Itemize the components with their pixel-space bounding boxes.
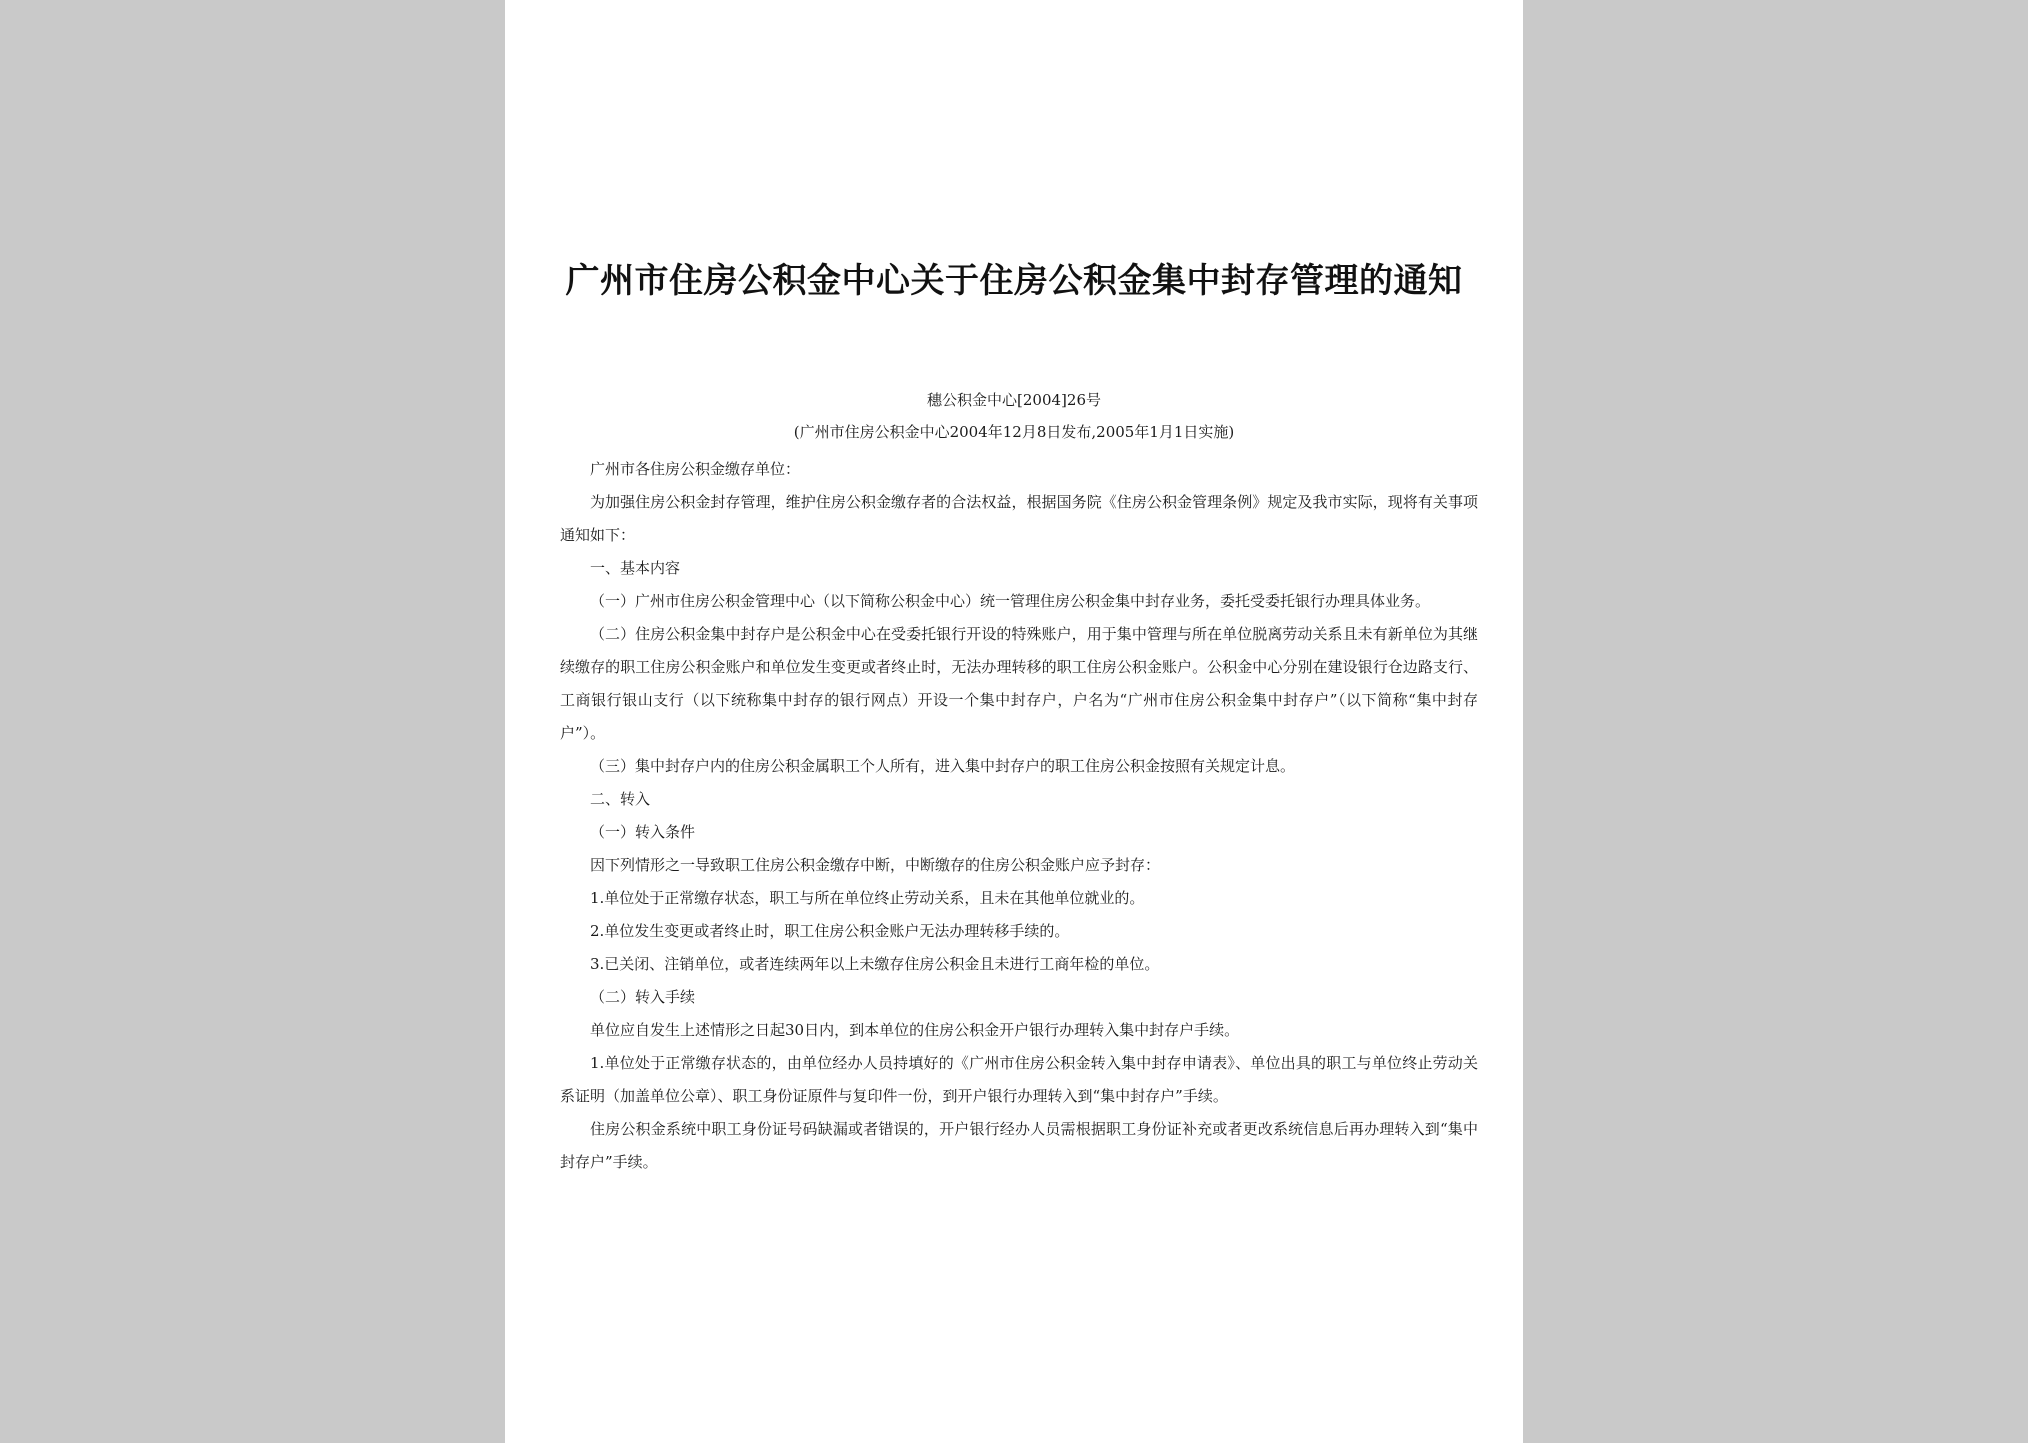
list-item: 1.单位处于正常缴存状态，职工与所在单位终止劳动关系，且未在其他单位就业的。	[590, 889, 1145, 907]
paragraph: 因下列情形之一导致职工住房公积金缴存中断，中断缴存的住房公积金账户应予封存：	[590, 856, 1161, 874]
paragraph: 单位应自发生上述情形之日起30日内，到本单位的住房公积金开户银行办理转入集中封存户手续。	[590, 1021, 1240, 1039]
subsection-heading: （二）转入手续	[590, 988, 696, 1006]
document-body	[560, 453, 1478, 1179]
document-number: 穗公积金中心[2004]26号	[927, 391, 1101, 409]
section-heading: 一、基本内容	[590, 559, 681, 577]
paragraph: （二）住房公积金集中封存户是公积金中心在受委托银行开设的特殊账户，用于集中管理与所在单位脱离劳动关系且未有新单位为其继续缴存的职工住房公积金账户和单位发生变更或者终止时，无法办理转移的职工住房公积金账户。公积金中心分别在建设银行仓边路支行、工商银行银山支行（以下统称集中封存的银行网点）开设一个集中封存户，户名为“广州市住房公积金集中封存户”（以下简称“集中封存户”）。	[560, 625, 1478, 742]
list-item: 2.单位发生变更或者终止时，职工住房公积金账户无法办理转移手续的。	[590, 922, 1070, 940]
paragraph: 广州市各住房公积金缴存单位：	[590, 460, 801, 478]
paragraph: 为加强住房公积金封存管理，维护住房公积金缴存者的合法权益，根据国务院《住房公积金管理条例》规定及我市实际，现将有关事项通知如下：	[560, 493, 1478, 544]
paragraph: （一）广州市住房公积金管理中心（以下简称公积金中心）统一管理住房公积金集中封存业务，委托受委托银行办理具体业务。	[590, 592, 1431, 610]
paragraph: 住房公积金系统中职工身份证号码缺漏或者错误的，开户银行经办人员需根据职工身份证补充或者更改系统信息后再办理转入到“集中封存户”手续。	[560, 1120, 1478, 1171]
document-page	[505, 0, 1523, 1443]
list-item: 1.单位处于正常缴存状态的，由单位经办人员持填好的《广州市住房公积金转入集中封存申请表》、单位出具的职工与单位终止劳动关系证明（加盖单位公章）、职工身份证原件与复印件一份，到开户银行办理转入到“集中封存户”手续。	[560, 1054, 1478, 1105]
paragraph: （三）集中封存户内的住房公积金属职工个人所有，进入集中封存户的职工住房公积金按照有关规定计息。	[590, 757, 1296, 775]
document-dates: (广州市住房公积金中心2004年12月8日发布,2005年1月1日实施)	[793, 423, 1235, 441]
section-heading: 二、转入	[590, 790, 651, 808]
document-title: 广州市住房公积金中心关于住房公积金集中封存管理的通知	[565, 261, 1463, 301]
list-item: 3.已关闭、注销单位，或者连续两年以上未缴存住房公积金且未进行工商年检的单位。	[590, 955, 1160, 973]
subsection-heading: （一）转入条件	[590, 823, 696, 841]
